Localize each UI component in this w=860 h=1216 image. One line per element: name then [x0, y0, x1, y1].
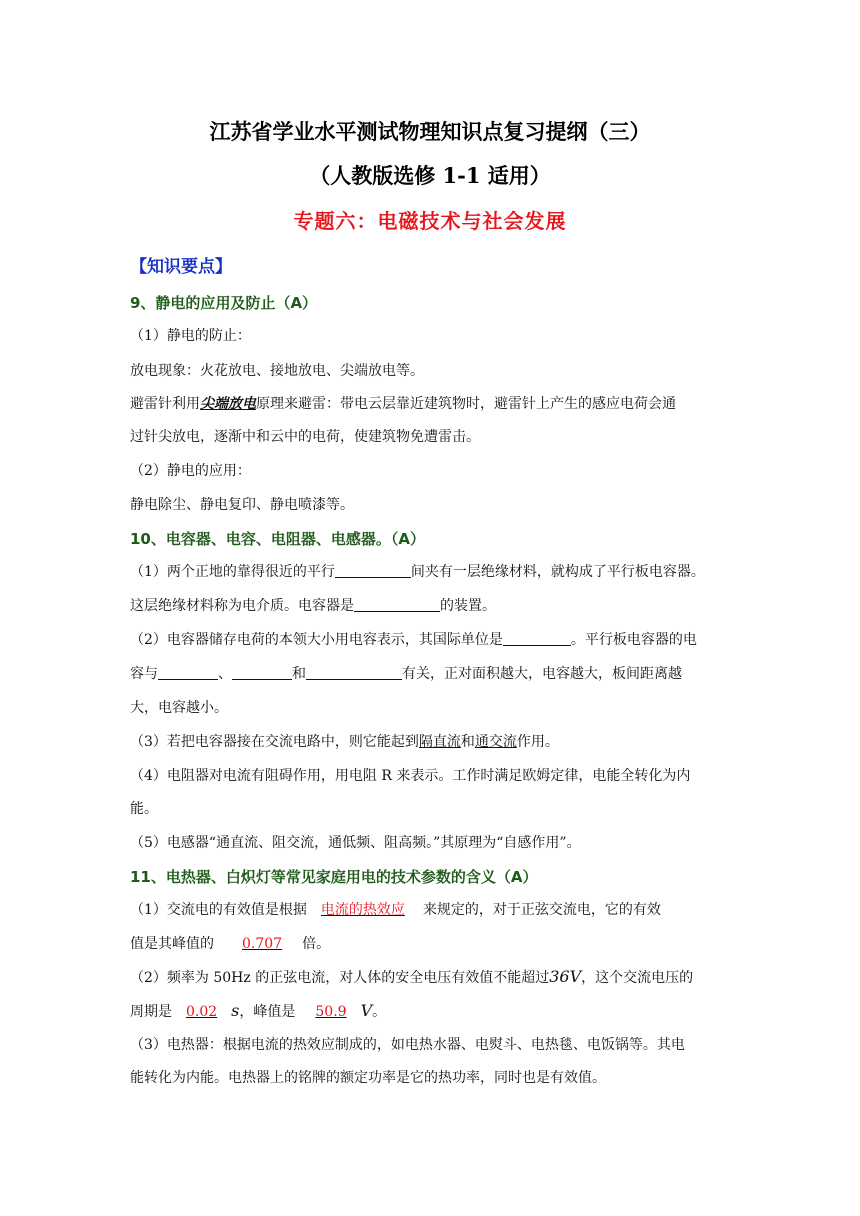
text: （3）若把电容器接在交流电路中，则它能起到 — [130, 734, 419, 750]
paragraph — [130, 664, 730, 684]
text: 有关，正对面积越大，电容越大，板间距离越 — [402, 666, 682, 682]
fill-blank — [503, 630, 571, 646]
paragraph — [130, 967, 730, 988]
text: （1）交流电的有效值是根据 — [130, 902, 307, 918]
answer-text: 电流的热效应 — [320, 902, 405, 918]
text: 倍。 — [302, 936, 331, 952]
answer-text: 尖端放电 — [200, 396, 256, 412]
text: 周期是 — [130, 1004, 172, 1020]
answer-text: 50.9 — [315, 1004, 347, 1020]
heading-s11: 11、电热器、白炽灯等常见家庭用电的技术参数的含义（A） — [130, 868, 538, 886]
text: 间夹有一层绝缘材料，就构成了平行板电容器。 — [410, 564, 705, 580]
paragraph: 能。 — [130, 801, 158, 817]
paragraph — [130, 596, 730, 616]
paragraph: （2）静电的应用： — [130, 463, 251, 479]
doc-subtitle: （人教版选修 1-1 适用） — [309, 163, 551, 188]
text: 、 — [218, 666, 232, 682]
paragraph: 过针尖放电，逐渐中和云中的电荷，使建筑物免遭雷击。 — [130, 429, 480, 445]
paragraph: （3）电热器：根据电流的热效应制成的，如电热水器、电熨斗、电热毯、电饭锅等。其电 — [130, 1037, 685, 1053]
text: 。 — [372, 1004, 387, 1020]
text: 容与 — [130, 666, 158, 682]
paragraph — [130, 934, 730, 954]
fill-blank — [158, 664, 218, 680]
fill-blank — [354, 596, 440, 612]
text: 作用。 — [516, 734, 559, 750]
topic-title: 专题六：电磁技术与社会发展 — [293, 209, 567, 233]
paragraph — [130, 394, 730, 414]
fill-blank — [232, 664, 292, 680]
paragraph — [130, 1001, 730, 1022]
paragraph: 静电除尘、静电复印、静电喷漆等。 — [130, 497, 354, 513]
paragraph — [130, 732, 730, 752]
paragraph: （5）电感器“通直流、阻交流，通低频、阻高频。”其原理为“自感作用”。 — [130, 835, 581, 851]
section-label: 【知识要点】 — [130, 257, 232, 277]
text: ，这个交流电压的 — [581, 970, 694, 986]
heading-s9: 9、静电的应用及防止（A） — [130, 294, 318, 312]
paragraph — [130, 630, 730, 650]
unit-symbol: V — [360, 1001, 373, 1020]
paragraph: （1）静电的防止： — [130, 328, 251, 344]
text: 和 — [460, 734, 475, 750]
text: ，峰值是 — [239, 1004, 296, 1020]
unit-symbol: s — [231, 1001, 240, 1020]
answer-text: 0.707 — [242, 936, 283, 952]
doc-title: 江苏省学业水平测试物理知识点复习提纲（三） — [209, 119, 651, 144]
answer-text: 通交流 — [474, 734, 517, 750]
paragraph: 放电现象：火花放电、接地放电、尖端放电等。 — [130, 363, 424, 379]
answer-text: 隔直流 — [418, 734, 461, 750]
text: 原理来避雷：带电云层靠近建筑物时，避雷针上产生的感应电荷会通 — [256, 396, 676, 412]
heading-s10: 10、电容器、电容、电阻器、电感器。（A） — [130, 530, 425, 548]
fill-blank — [335, 562, 411, 578]
text: 值是其峰值的 — [130, 936, 214, 952]
paragraph — [130, 562, 730, 582]
paragraph: 大，电容越小。 — [130, 700, 228, 716]
text: 这层绝缘材料称为电介质。电容器是 — [130, 598, 354, 614]
paragraph — [130, 900, 730, 920]
paragraph: （4）电阻器对电流有阻碍作用，用电阻 R 来表示。工作时满足欧姆定律，电能全转化为内 — [130, 768, 691, 784]
fill-blank — [306, 664, 402, 680]
text: 和 — [292, 666, 306, 682]
text: 。平行板电容器的电 — [570, 632, 697, 648]
text: 避雷针利用 — [130, 396, 200, 412]
text: （1）两个正地的靠得很近的平行 — [130, 564, 335, 580]
text: （2）频率为 50Hz 的正弦电流，对人体的安全电压有效值不能超过 — [130, 970, 550, 986]
text: 来规定的，对于正弦交流电，它的有效 — [422, 902, 661, 918]
text: 的装置。 — [440, 598, 496, 614]
math-value: 36V — [549, 967, 582, 986]
paragraph: 能转化为内能。电热器上的铭牌的额定功率是它的热功率，同时也是有效值。 — [130, 1070, 606, 1086]
text: （2）电容器储存电荷的本领大小用电容表示，其国际单位是 — [130, 632, 503, 648]
answer-text: 0.02 — [186, 1004, 218, 1020]
